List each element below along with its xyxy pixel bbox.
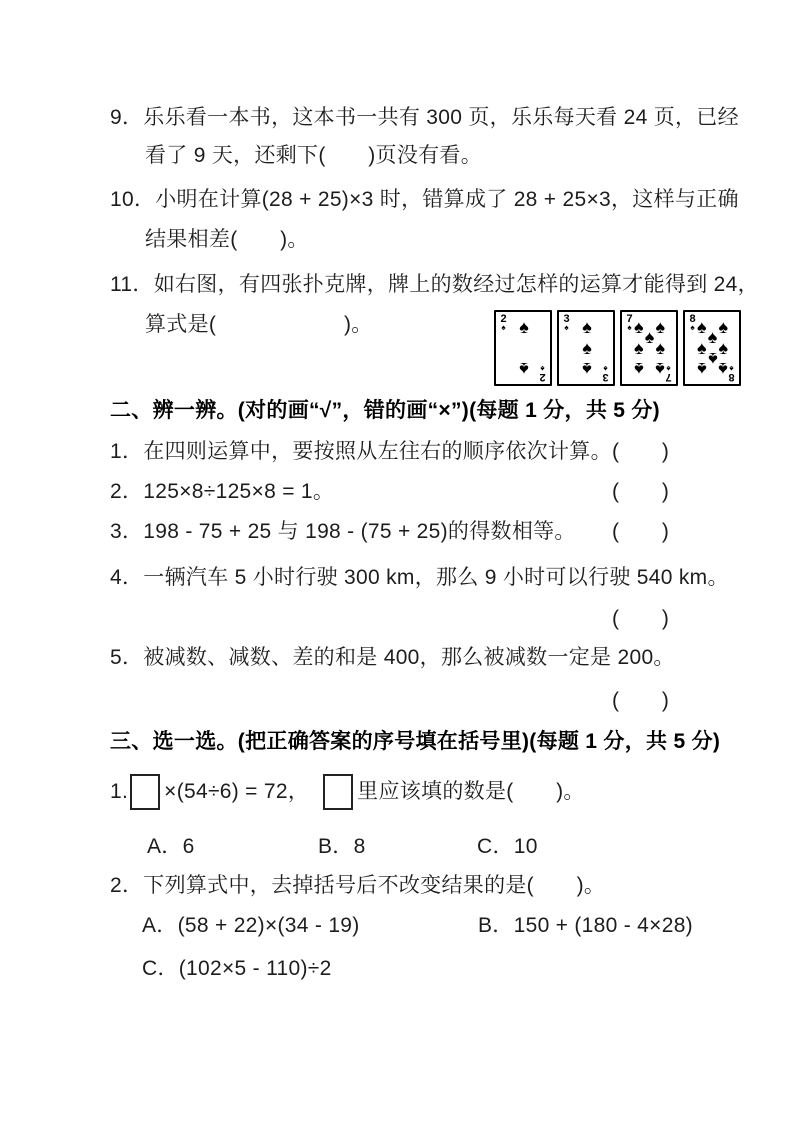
choice-q1-option-b: B．8 bbox=[318, 835, 366, 858]
card-corner-rank: 3 ♠ bbox=[561, 314, 572, 332]
card-corner-rank: 7 ♠ bbox=[624, 314, 635, 332]
question-10-line-2: 结果相差( )。 bbox=[145, 228, 309, 251]
choice-q1-mid: ×(54÷6) = 72， bbox=[164, 780, 310, 803]
spade-pip-icon: ♠ bbox=[655, 338, 666, 358]
spade-pip-icon: ♠ bbox=[582, 338, 592, 358]
choice-q1-option-a: A．6 bbox=[147, 835, 195, 858]
question-10-line-1: 10．小明在计算(28 + 25)×3 时，错算成了 28 + 25×3，这样与正确 bbox=[110, 188, 739, 211]
card-corner-rank: 8 ♠ bbox=[726, 364, 737, 382]
choice-q1-suffix: 里应该填的数是( )。 bbox=[357, 780, 585, 803]
spade-pip-icon: ♠ bbox=[582, 358, 592, 379]
section-judge-title: 二、辨一辨。(对的画“√”，错的画“×”)(每题 1 分，共 5 分) bbox=[110, 399, 660, 422]
judge-item-1: 1．在四则运算中，要按照从左往右的顺序依次计算。 bbox=[110, 440, 612, 463]
playing-cards bbox=[494, 310, 741, 386]
playing-card-7-spades bbox=[620, 310, 678, 386]
spade-icon: ♠ bbox=[666, 364, 671, 373]
spade-pip-icon: ♠ bbox=[582, 317, 592, 338]
spade-pip-icon: ♠ bbox=[519, 317, 529, 338]
spade-pip-icon: ♠ bbox=[655, 317, 666, 338]
judge-item-5: 5．被减数、减数、差的和是 400，那么被减数一定是 200。 bbox=[110, 646, 675, 669]
spade-pip-icon: ♠ bbox=[718, 317, 729, 338]
spade-pip-icon: ♠ bbox=[718, 338, 729, 358]
card-corner-rank: 3 ♠ bbox=[600, 364, 611, 382]
spade-pip-icon: ♠ bbox=[707, 327, 718, 348]
choice-q1-option-c: C．10 bbox=[477, 835, 538, 858]
judge-answer-blank-5: ( ) bbox=[612, 689, 670, 712]
spade-pip-icon: ♠ bbox=[696, 358, 707, 379]
judge-item-2: 2．125×8÷125×8 = 1。 bbox=[110, 480, 335, 503]
spade-icon: ♠ bbox=[603, 364, 608, 373]
judge-answer-blank-3: ( ) bbox=[612, 520, 670, 543]
choice-q2-option-c: C．(102×5 - 110)÷2 bbox=[142, 957, 332, 980]
choice-q2-option-b: B．150 + (180 - 4×28) bbox=[478, 914, 693, 937]
spade-pip-icon: ♠ bbox=[707, 348, 718, 369]
blank-box-icon bbox=[130, 774, 160, 810]
judge-answer-blank-1: ( ) bbox=[612, 440, 670, 463]
spade-icon: ♠ bbox=[564, 323, 569, 332]
spade-pip-icon: ♠ bbox=[644, 327, 655, 348]
spade-pip-icon: ♠ bbox=[696, 317, 707, 338]
card-corner-rank: 2 ♠ bbox=[537, 364, 548, 382]
spade-icon: ♠ bbox=[501, 323, 506, 332]
playing-card-2-spades bbox=[494, 310, 552, 386]
spade-icon: ♠ bbox=[627, 323, 632, 332]
choice-q1-prefix: 1. bbox=[110, 780, 129, 803]
question-9-line-1: 9．乐乐看一本书，这本书一共有 300 页，乐乐每天看 24 页，已经 bbox=[110, 106, 739, 129]
card-corner-rank: 7 ♠ bbox=[663, 364, 674, 382]
spade-pip-icon: ♠ bbox=[718, 358, 729, 379]
question-9-line-2: 看了 9 天，还剩下( )页没有看。 bbox=[145, 144, 483, 167]
spade-pip-icon: ♠ bbox=[519, 358, 529, 379]
judge-item-4: 4．一辆汽车 5 小时行驶 300 km，那么 9 小时可以行驶 540 km。 bbox=[110, 566, 729, 589]
spade-pip-icon: ♠ bbox=[633, 317, 644, 338]
judge-answer-blank-2: ( ) bbox=[612, 480, 670, 503]
spade-pip-icon: ♠ bbox=[655, 358, 666, 379]
section-choice-title: 三、选一选。(把正确答案的序号填在括号里)(每题 1 分，共 5 分) bbox=[110, 730, 721, 753]
spade-pip-icon: ♠ bbox=[696, 338, 707, 358]
spade-icon: ♠ bbox=[729, 364, 734, 373]
playing-card-3-spades bbox=[557, 310, 615, 386]
choice-q1-line bbox=[110, 770, 585, 814]
spade-pip-icon: ♠ bbox=[633, 358, 644, 379]
choice-q2-option-a: A．(58 + 22)×(34 - 19) bbox=[142, 914, 360, 937]
judge-item-3: 3．198 - 75 + 25 与 198 - (75 + 25)的得数相等。 bbox=[110, 520, 576, 543]
spade-pip-icon: ♠ bbox=[633, 338, 644, 358]
question-11-line-2: 算式是( )。 bbox=[145, 313, 373, 336]
blank-box-icon bbox=[323, 774, 353, 810]
spade-icon: ♠ bbox=[540, 364, 545, 373]
choice-q2-text: 2．下列算式中，去掉括号后不改变结果的是( )。 bbox=[110, 874, 606, 897]
playing-card-8-spades bbox=[683, 310, 741, 386]
card-corner-rank: 2 ♠ bbox=[498, 314, 509, 332]
card-corner-rank: 8 ♠ bbox=[687, 314, 698, 332]
spade-icon: ♠ bbox=[690, 323, 695, 332]
judge-answer-blank-4: ( ) bbox=[612, 607, 670, 630]
question-11-line-1: 11．如右图，有四张扑克牌，牌上的数经过怎样的运算才能得到 24， bbox=[110, 273, 759, 296]
